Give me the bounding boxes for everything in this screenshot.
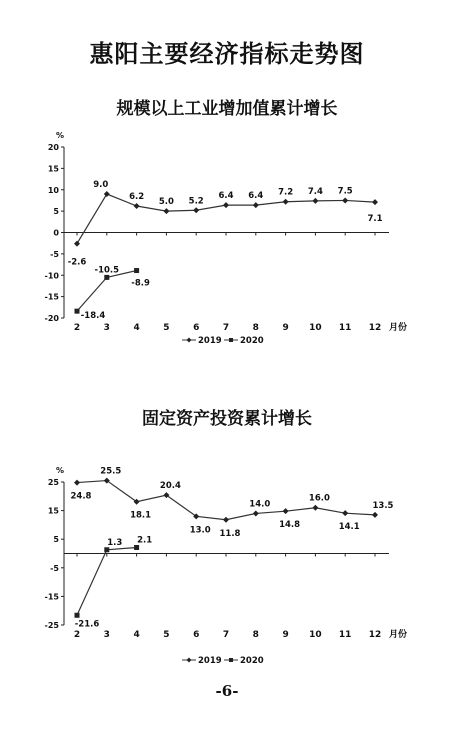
series-2019-point (372, 199, 378, 205)
legend-marker (229, 658, 233, 662)
data-label: -8.9 (131, 278, 150, 289)
series-2019-point (283, 199, 289, 205)
series-2020-point (134, 268, 139, 273)
y-tick-label: 0 (53, 228, 59, 238)
x-tick-label: 5 (163, 323, 170, 333)
legend-marker (229, 338, 233, 342)
y-tick-label: -5 (50, 563, 59, 573)
data-label: 7.1 (367, 214, 383, 225)
data-label: 6.2 (129, 191, 145, 202)
x-tick-label: 5 (163, 630, 170, 640)
data-label: -18.4 (80, 311, 106, 322)
y-tick-label: 10 (47, 185, 59, 195)
data-label: 25.5 (100, 466, 122, 477)
y-tick-label: -20 (44, 314, 59, 323)
y-tick-label: -25 (44, 621, 59, 630)
x-tick-label: 4 (133, 630, 140, 640)
x-tick-label: 3 (103, 323, 110, 333)
data-label: 1.3 (107, 537, 123, 548)
legend-entry-2019: 2019 (198, 656, 222, 666)
legend-marker (187, 338, 192, 343)
x-tick-label: 7 (222, 630, 230, 640)
x-tick-label: 2 (73, 630, 81, 640)
data-label: 11.8 (219, 528, 241, 539)
series-2019-point (223, 202, 229, 208)
x-tick-label: 6 (193, 630, 200, 640)
data-label: 24.8 (70, 491, 92, 502)
data-label: 2.1 (137, 535, 153, 546)
x-tick-label: 6 (193, 323, 200, 333)
data-label: 13.5 (372, 500, 394, 511)
x-tick-label: 10 (309, 630, 322, 640)
legend-marker (187, 658, 192, 663)
series-2019-point (342, 510, 348, 516)
series-2020-point (75, 309, 80, 314)
data-label: -10.5 (94, 265, 120, 276)
series-2020-point (104, 547, 109, 552)
x-tick-label: 10 (309, 323, 322, 333)
series-2019-point (74, 241, 80, 247)
series-2019-point (312, 198, 318, 204)
data-label: 7.5 (337, 186, 353, 197)
series-2019-point (74, 480, 80, 486)
x-axis-label: 月份 (389, 323, 408, 333)
y-tick-label: -15 (44, 592, 59, 602)
data-label: 9.0 (93, 180, 109, 191)
series-2019-point (283, 508, 289, 514)
y-tick-label: 15 (47, 506, 59, 516)
data-label: 7.4 (307, 186, 323, 197)
y-tick-label: 25 (47, 478, 59, 487)
chart-1-title: 规模以上工业增加值累计增长 (116, 99, 338, 119)
series-2019-point (372, 512, 378, 518)
x-tick-label: 2 (73, 323, 81, 333)
x-tick-label: 8 (252, 630, 259, 640)
data-label: 18.1 (130, 510, 152, 521)
y-tick-label: 5 (53, 207, 59, 217)
y-tick-label: -15 (44, 292, 59, 302)
series-2019-point (163, 208, 169, 214)
series-2019-point (253, 202, 259, 208)
series-2019-point (223, 517, 229, 523)
chart-2-fixed-asset-investment-plot (0, 450, 454, 675)
y-tick-label: 15 (47, 164, 59, 174)
x-tick-label: 7 (222, 323, 230, 333)
data-label: 20.4 (159, 481, 181, 492)
series-2019-line (77, 481, 375, 520)
y-axis-unit-label: % (56, 131, 65, 140)
data-label: -21.6 (74, 619, 100, 630)
series-2020-line (77, 547, 137, 615)
data-label: 5.2 (188, 196, 204, 207)
chart-2-fixed-asset-investment: 固定资产投资累计增长 (142, 409, 312, 429)
x-tick-label: 12 (368, 323, 382, 333)
x-tick-label: 11 (338, 630, 352, 640)
series-2020-point (104, 275, 109, 280)
x-tick-label: 9 (282, 630, 289, 640)
y-tick-label: 5 (53, 535, 59, 545)
series-2019-point (193, 207, 199, 213)
legend-entry-2020: 2020 (240, 336, 264, 346)
chart-1-industrial-value-added (0, 120, 454, 350)
series-2019-point (342, 197, 348, 203)
x-tick-label: 9 (282, 323, 289, 333)
y-tick-label: -10 (44, 271, 59, 281)
data-label: 14.8 (279, 520, 301, 531)
x-tick-label: 4 (133, 323, 140, 333)
data-label: -2.6 (67, 257, 87, 268)
data-label: 14.1 (338, 522, 360, 533)
page-title: 惠阳主要经济指标走势图 (89, 40, 365, 68)
y-tick-label: 20 (47, 143, 59, 152)
series-2019-point (312, 505, 318, 511)
series-2020-point (75, 613, 80, 618)
y-tick-label: -5 (50, 249, 59, 259)
legend-entry-2020: 2020 (240, 656, 264, 666)
series-2020-point (134, 545, 139, 550)
data-label: 16.0 (308, 493, 330, 504)
series-2019-point (134, 203, 140, 209)
x-tick-label: 8 (252, 323, 259, 333)
data-label: 6.4 (218, 191, 234, 202)
data-label: 5.0 (158, 197, 174, 208)
series-2019-point (253, 510, 259, 516)
legend-entry-2019: 2019 (198, 336, 222, 346)
data-label: 14.0 (249, 499, 271, 510)
page-number: -6- (215, 682, 239, 700)
x-tick-label: 12 (368, 630, 382, 640)
x-axis-label: 月份 (389, 630, 408, 640)
x-tick-label: 11 (338, 323, 352, 333)
x-tick-label: 3 (103, 630, 110, 640)
data-label: 7.2 (278, 187, 294, 198)
y-axis-unit-label: % (56, 466, 65, 475)
data-label: 13.0 (189, 525, 211, 536)
data-label: 6.4 (248, 191, 264, 202)
series-2019-point (104, 191, 110, 197)
